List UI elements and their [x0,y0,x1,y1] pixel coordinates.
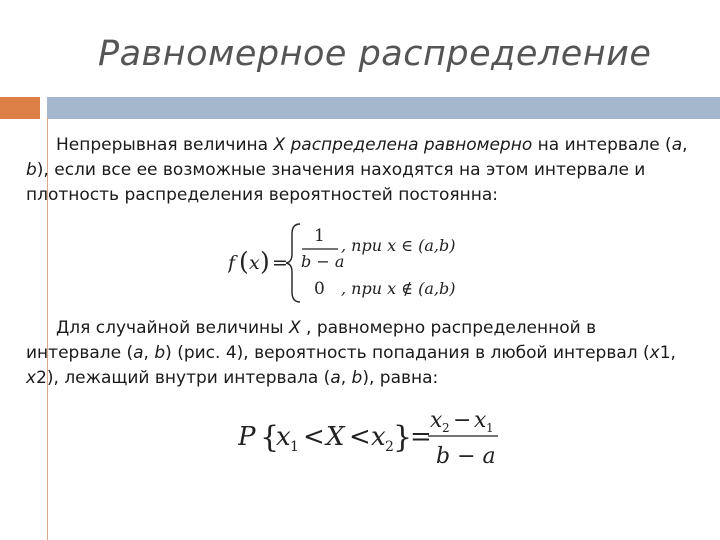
case2-condition: , при x ∉ (a,b) [341,279,456,298]
formula-rbrace: } [393,420,413,455]
variable-a: a [330,368,341,388]
emphasis-text: распределена равномерно [285,135,533,155]
formula-equals: = [410,422,432,452]
formula-sub1: 1 [290,439,299,455]
numerator-minus: − [453,408,472,433]
accent-orange-block [0,97,40,119]
variable-a: a [671,135,683,155]
formula-lparen: ( [239,247,249,276]
numerator-x1: x [474,408,487,433]
accent-gap [40,97,47,119]
paragraph-probability [26,316,696,391]
formula-f: f [228,252,236,274]
left-brace [286,224,300,302]
text: , [340,368,352,388]
variable-a: a [133,343,144,363]
formula-lbrace: { [260,420,280,455]
text: Для случайной величины [56,318,289,338]
paragraph-definition [26,133,696,208]
formula-lt2: < [349,422,371,452]
accent-blue-bar [47,97,720,119]
variable-x: X [288,318,301,338]
case1-denominator: b − a [301,252,345,271]
probability-formula [238,405,506,469]
density-formula [228,222,468,304]
formula-P: P [238,422,256,452]
text: ) (рис. 4), вероятность попадания в любой интервал ( [165,343,650,363]
slide-title: Равномерное распределение [98,34,652,74]
text: ), если все ее возможные значения находятся на этом интервале и плотность распределения вероятностей постоянна: [26,160,646,205]
text: , [682,135,688,155]
numerator-sub1: 1 [486,421,494,435]
formula-equals: = [272,252,288,274]
formula-X: X [326,422,345,452]
text: , [143,343,155,363]
text: Непрерывная величина [56,135,274,155]
formula-x2: x [371,422,386,452]
text: на интервале ( [532,135,672,155]
text: ), равна: [362,368,439,388]
denominator: b − a [436,444,496,469]
case1-numerator: 1 [314,226,325,246]
text: 1, [659,343,676,363]
formula-rparen: ) [260,247,270,276]
text: , равномерно распределенной в интервале ( [26,318,597,363]
numerator-sub2: 2 [442,421,450,435]
variable-x: X [273,135,286,155]
variable-b: b [351,368,363,388]
numerator-x2: x [430,408,443,433]
variable-x1: x [649,343,660,363]
case1-condition: , при x ∈ (a,b) [341,236,456,255]
case2-value: 0 [314,279,325,299]
formula-x1: x [276,422,291,452]
variable-b: b [154,343,166,363]
variable-x2: x [26,368,37,388]
variable-b: b [26,160,37,180]
text: 2), лежащий внутри интервала ( [36,368,331,388]
formula-lt1: < [303,422,325,452]
formula-x: x [249,252,260,274]
formula-sub2: 2 [385,439,394,455]
